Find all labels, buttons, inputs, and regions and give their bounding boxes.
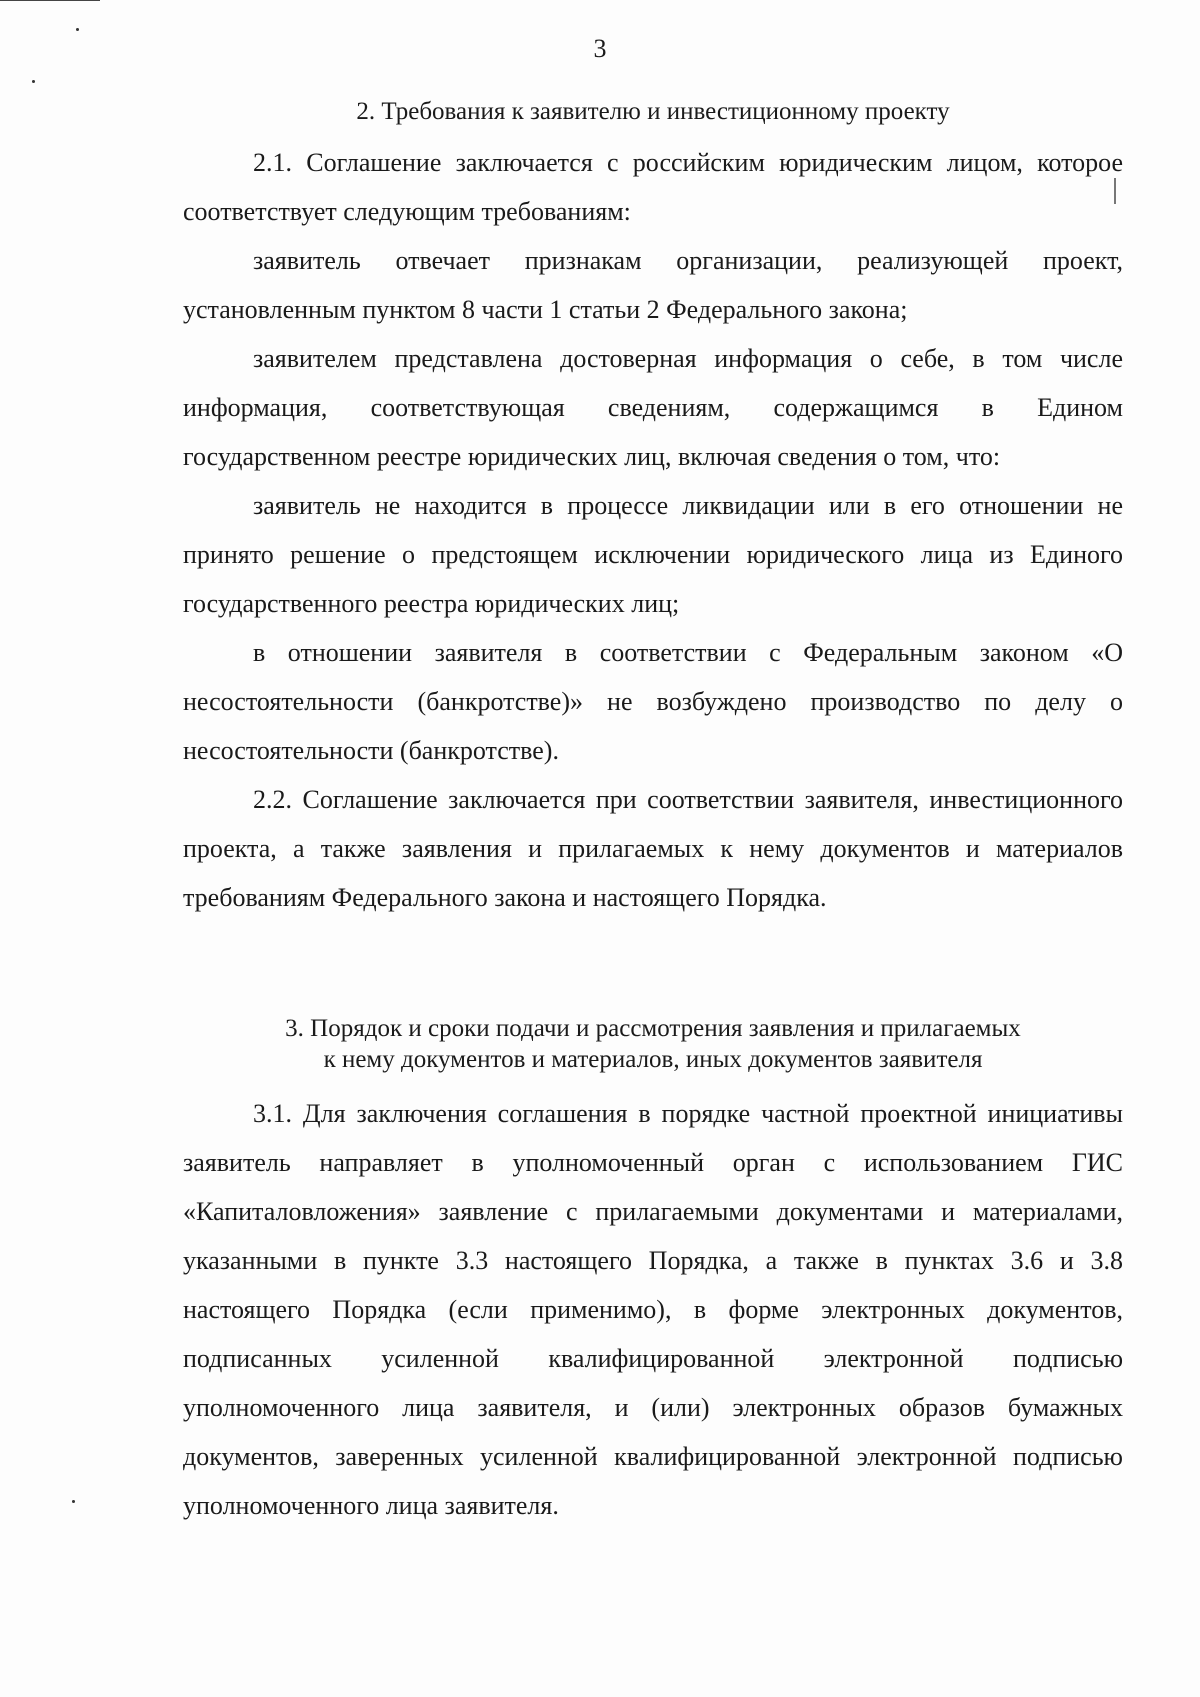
- page-number: 3: [593, 34, 607, 63]
- paragraph-2-1-d: в отношении заявителя в соответствии с Федеральным законом «О несостоятельности (банкротстве)» не возбуждено производство по делу о несостоятельности (банкротстве).: [183, 638, 1123, 765]
- scan-artifact-speck: [72, 1500, 75, 1503]
- paragraph-2-2: 2.2. Соглашение заключается при соответствии заявителя, инвестиционного проекта, а также заявления и прилагаемых к нему документов и материалов требованиям Федерального закона и настоящего Порядка.: [183, 785, 1123, 912]
- scan-artifact-line: [0, 0, 100, 1]
- paragraph-2-1: 2.1. Соглашение заключается с российским юридическим лицом, которое соответствует следующим требованиям:: [183, 148, 1123, 226]
- section-2-heading: 2. Требования к заявителю и инвестиционному проекту: [356, 98, 950, 125]
- paragraph-2-1-b: заявителем представлена достоверная информация о себе, в том числе информация, соответствующая сведениям, содержащимся в Едином государственном реестре юридических лиц, включая сведения о том, что:: [183, 344, 1123, 471]
- section-3-heading-line-1: 3. Порядок и сроки подачи и рассмотрения заявления и прилагаемых: [285, 1015, 1021, 1042]
- paragraph-2-1-c: заявитель не находится в процессе ликвидации или в его отношении не принято решение о предстоящем исключении юридического лица из Единого государственного реестра юридических лиц;: [183, 491, 1123, 618]
- scan-artifact-speck: [76, 28, 79, 31]
- paragraph-3-1: 3.1. Для заключения соглашения в порядке частной проектной инициативы заявитель направляет в уполномоченный орган с использованием ГИС «Капиталовложения» заявление с прилагаемыми документами и материалами, указанными в пункте 3.3 настоящего Порядка, а также в пунктах 3.6 и 3.8 настоящего Порядка (если применимо), в форме электронных документов, подписанных усиленной квалифицированной электронной подписью уполномоченного лица заявителя, и (или) электронных образов бумажных документов, заверенных усиленной квалифицированной электронной подписью уполномоченного лица заявителя.: [183, 1099, 1123, 1520]
- scan-artifact-speck: [32, 80, 35, 83]
- section-3-heading-line-2: к нему документов и материалов, иных документов заявителя: [323, 1046, 983, 1073]
- paragraph-2-1-a: заявитель отвечает признакам организации, реализующей проект, установленным пунктом 8 части 1 статьи 2 Федерального закона;: [183, 246, 1123, 324]
